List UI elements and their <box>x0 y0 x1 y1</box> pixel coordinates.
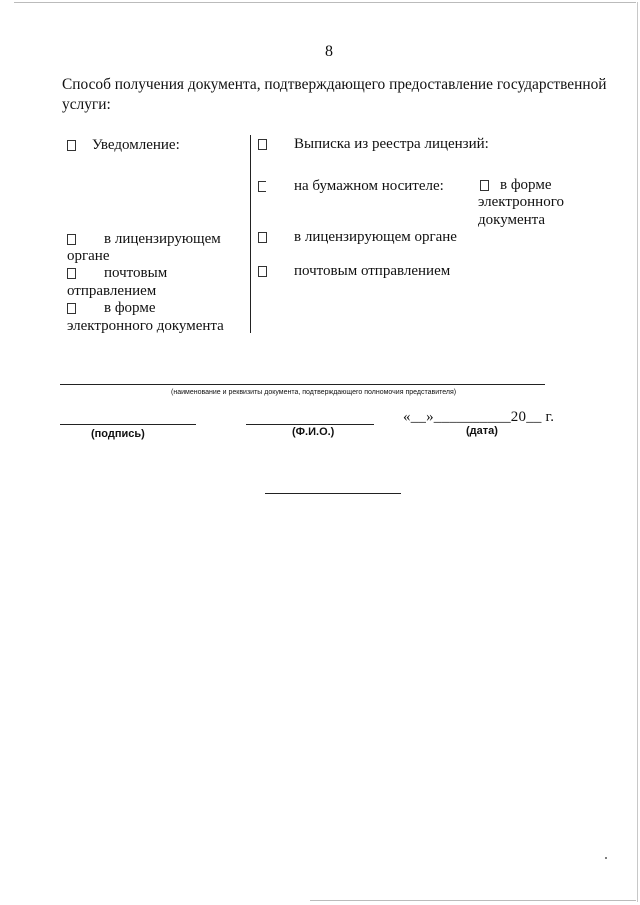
heading-line-2: услуги: <box>62 96 111 113</box>
electronic-checkbox[interactable] <box>67 303 76 314</box>
extract-electronic-line-1: в форме <box>500 177 552 193</box>
signature-caption: (подпись) <box>91 428 145 440</box>
authority-label-line-2: органе <box>67 248 110 264</box>
closing-separator-line <box>265 493 401 494</box>
heading-line-1: Способ получения документа, подтверждающего предоставление государственной <box>62 76 607 93</box>
representative-document-caption: (наименование и реквизиты документа, подтверждающего полномочия представителя) <box>171 389 457 396</box>
signature-line[interactable] <box>60 424 196 425</box>
date-caption: (дата) <box>466 425 498 437</box>
name-caption: (Ф.И.О.) <box>292 426 335 438</box>
paper-label: на бумажном носителе: <box>294 178 444 194</box>
extract-label: Выписка из реестра лицензий: <box>294 136 489 152</box>
name-line[interactable] <box>246 424 374 425</box>
page-edge-top <box>14 2 636 3</box>
extract-electronic-checkbox[interactable] <box>480 180 489 191</box>
page-number: 8 <box>325 43 333 60</box>
date-field[interactable]: «__»__________20__ г. <box>403 409 555 425</box>
extract-checkbox[interactable] <box>258 139 267 150</box>
page-edge-right <box>637 2 638 902</box>
extract-electronic-line-2: электронного <box>478 194 564 210</box>
extract-post-checkbox[interactable] <box>258 266 267 277</box>
extract-authority-label: в лицензирующем органе <box>294 229 457 245</box>
electronic-label-line-1: в форме <box>104 300 156 316</box>
authority-checkbox[interactable] <box>67 234 76 245</box>
electronic-label-line-2: электронного документа <box>67 318 224 334</box>
notice-checkbox[interactable] <box>67 140 76 151</box>
representative-document-line[interactable] <box>60 384 545 385</box>
page-edge-bottom <box>310 900 636 901</box>
extract-post-label: почтовым отправлением <box>294 263 451 279</box>
column-divider <box>250 135 251 333</box>
paper-checkbox[interactable] <box>258 181 266 192</box>
scan-speck <box>605 857 607 859</box>
authority-label-line-1: в лицензирующем <box>104 231 221 247</box>
post-label-line-2: отправлением <box>67 283 157 299</box>
post-checkbox[interactable] <box>67 268 76 279</box>
extract-electronic-line-3: документа <box>478 212 546 228</box>
post-label-line-1: почтовым <box>104 265 168 281</box>
extract-authority-checkbox[interactable] <box>258 232 267 243</box>
notice-label: Уведомление: <box>92 137 180 153</box>
